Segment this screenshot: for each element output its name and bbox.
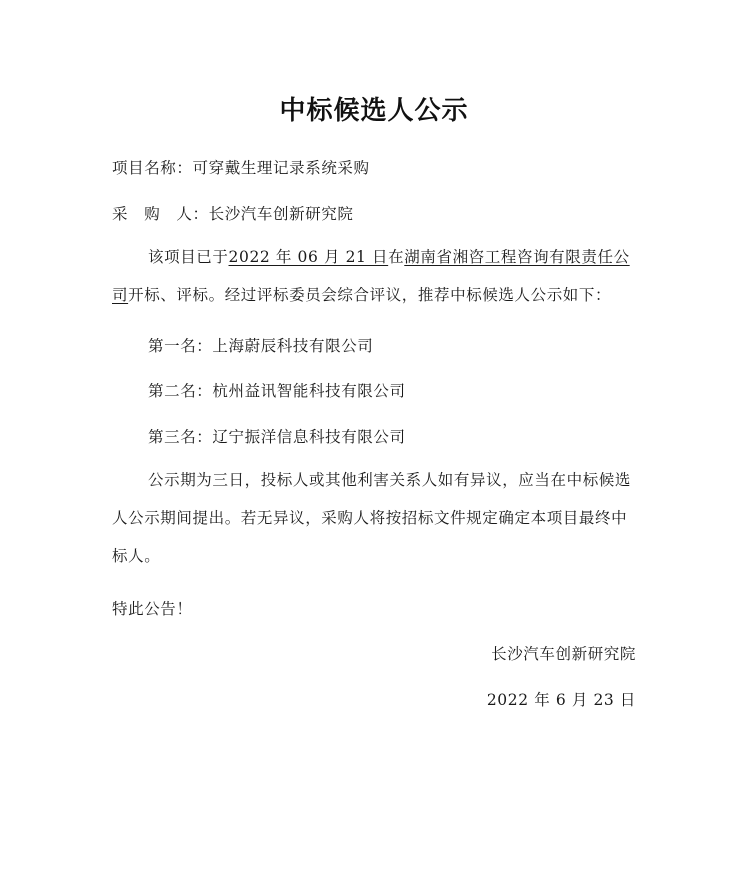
project-name-label: 项目名称： bbox=[112, 159, 193, 177]
issue-date: 2022 年 6 月 23 日 bbox=[486, 691, 636, 709]
intro-part2: 在 bbox=[388, 248, 405, 266]
closing-text: 特此公告！ bbox=[112, 600, 193, 618]
candidate-2 bbox=[148, 379, 406, 401]
agency-name: 湖南省湘咨工程咨询有限责任公司 bbox=[112, 248, 630, 304]
candidate-rank: 第三名： bbox=[148, 428, 213, 446]
candidate-name: 辽宁振洋信息科技有限公司 bbox=[212, 428, 406, 446]
candidate-name: 杭州益讯智能科技有限公司 bbox=[212, 382, 406, 400]
candidate-1 bbox=[148, 334, 373, 356]
buyer-value: 长沙汽车创新研究院 bbox=[208, 205, 354, 223]
candidate-rank: 第一名： bbox=[148, 337, 213, 355]
intro-part3: 开标、评标。经过评标委员会综合评议，推荐中标候选人公示如下： bbox=[128, 286, 612, 304]
candidate-name: 上海蔚辰科技有限公司 bbox=[212, 337, 374, 355]
intro-paragraph bbox=[112, 238, 638, 314]
project-name-value: 可穿戴生理记录系统采购 bbox=[192, 159, 370, 177]
page-title: 中标候选人公示 bbox=[279, 96, 469, 126]
bid-open-date: 2022 年 06 月 21 日 bbox=[228, 248, 389, 266]
candidate-rank: 第二名： bbox=[148, 382, 213, 400]
signature: 长沙汽车创新研究院 bbox=[491, 645, 636, 663]
notice-text: 公示期为三日，投标人或其他利害关系人如有异议，应当在中标候选人公示期间提出。若无异议，采购人将按招标文件规定确定本项目最终中标人。 bbox=[112, 471, 632, 565]
candidate-3 bbox=[148, 425, 406, 447]
notice-paragraph bbox=[112, 461, 638, 575]
buyer-label: 采 购 人： bbox=[112, 205, 209, 223]
project-name-line bbox=[112, 156, 370, 178]
buyer-line bbox=[112, 202, 354, 224]
intro-part1: 该项目已于 bbox=[148, 248, 229, 266]
